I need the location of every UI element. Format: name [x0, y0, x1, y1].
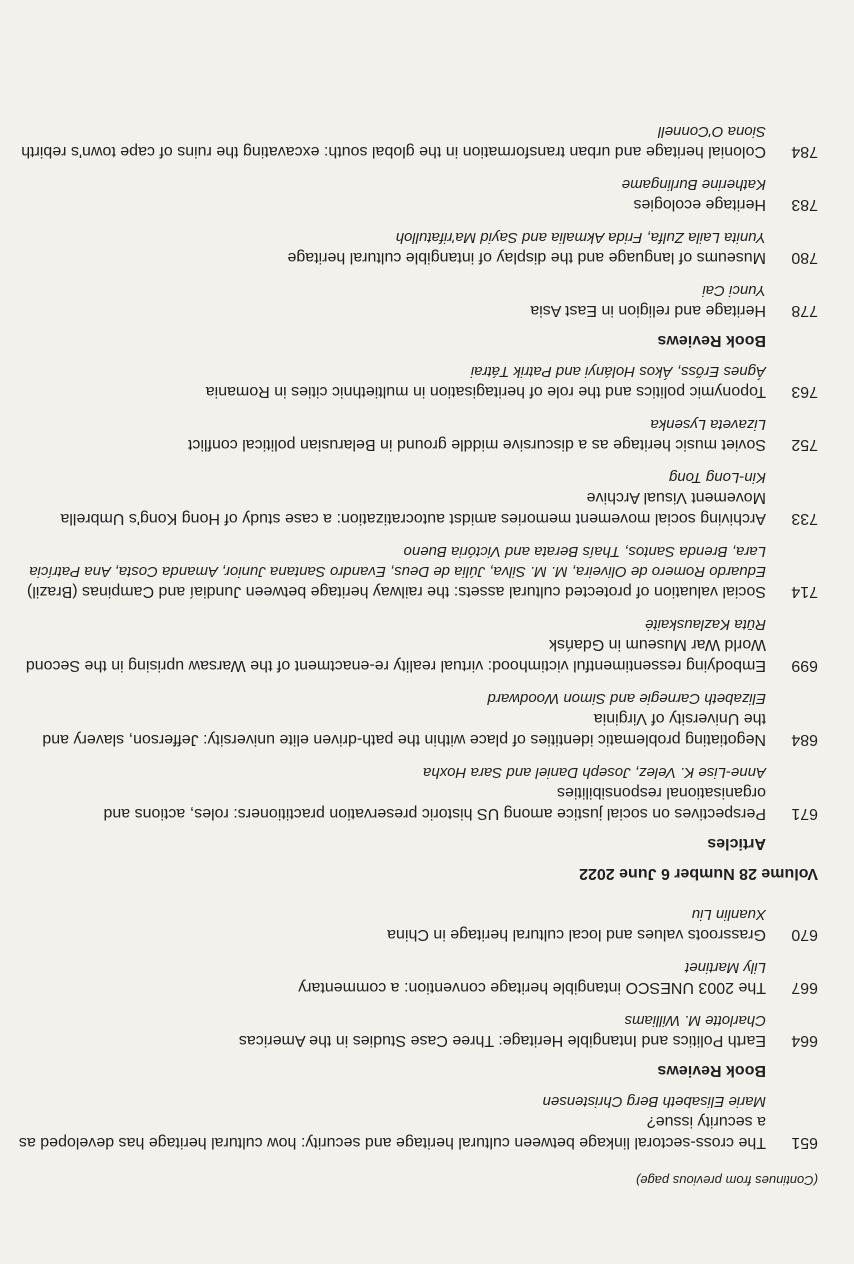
section-heading: Book Reviews — [657, 332, 766, 349]
page-number: 671 — [791, 805, 818, 822]
toc-entry — [18, 614, 818, 676]
article-title: Negotiating problematic identities of place within the path-driven elite university: Jefferson, slavery and the University of Virginia — [42, 710, 766, 748]
page-number: 684 — [791, 731, 818, 748]
entry-body — [18, 121, 766, 162]
section-heading: Articles — [707, 835, 766, 852]
article-title: Heritage and religion in East Asia — [530, 302, 766, 319]
page-number: 667 — [791, 979, 818, 996]
entry-body — [18, 614, 766, 676]
entry-body — [18, 280, 766, 321]
toc-entry — [18, 762, 818, 824]
article-authors: Katherine Burlingame — [621, 176, 766, 193]
entry-body — [18, 762, 766, 824]
article-authors: Kin-Long Tong — [668, 469, 766, 486]
entry-body — [18, 467, 766, 529]
page-number: 752 — [791, 436, 818, 453]
page-number: 733 — [791, 510, 818, 527]
toc-entry — [18, 467, 818, 529]
page-number: 783 — [791, 196, 818, 213]
article-authors: Charlotte M. Williams — [624, 1012, 766, 1029]
article-title: Perspectives on social justice among US historic preservation practitioners: roles, actions and organisational responsibilities — [103, 784, 766, 822]
article-authors: Xuanlin Liu — [691, 906, 766, 923]
toc-entry — [18, 1091, 818, 1153]
article-title: Social valuation of protected cultural assets: the railway heritage between Jundiaí and Campinas (Brazil) — [26, 583, 766, 600]
section-heading: Book Reviews — [657, 1062, 766, 1079]
page-number: 780 — [791, 249, 818, 266]
article-title: Colonial heritage and urban transformation in the global south: excavating the ruins of cape town's rebirth — [21, 143, 766, 160]
entry-body — [18, 541, 766, 602]
article-title: Soviet music heritage as a discursive middle ground in Belarusian political conflict — [187, 436, 766, 453]
toc-entry — [18, 227, 818, 268]
article-authors: Eduardo Romero de Oliveira, M. M. Silva, Júlia de Deus, Evandro Santana Junior, Amanda Costa, Ana Patrícia Lara, Brenda Santos, Thaís Berata and Victória Bueno — [29, 543, 766, 580]
entry-body — [18, 904, 766, 945]
entry-body — [18, 361, 766, 402]
page-number: 651 — [791, 1134, 818, 1151]
article-title: Heritage ecologies — [633, 196, 766, 213]
page-number: 699 — [791, 657, 818, 674]
toc-entry — [18, 361, 818, 402]
article-title: The cross-sectoral linkage between cultural heritage and security: how cultural heritage has developed as a security issue? — [18, 1113, 766, 1151]
article-title: Archiving social movement memories amidst autocratization: a case study of Hong Kong's Umbrella Movement Visual Archive — [60, 489, 766, 527]
entry-body — [18, 1091, 766, 1153]
volume-heading: Volume 28 Number 6 June 2022 — [579, 865, 818, 882]
toc-entry — [18, 541, 818, 602]
continues-note: (Continues from previous page) — [635, 1173, 818, 1188]
entry-body — [18, 688, 766, 750]
entry-body — [18, 227, 766, 268]
toc-entry — [18, 688, 818, 750]
entry-body — [18, 414, 766, 455]
article-authors: Anne-Lise K. Velez, Joseph Daniel and Sara Hoxha — [423, 764, 766, 781]
toc-entry — [18, 904, 818, 945]
article-authors: Lizaveta Lysenka — [650, 416, 766, 433]
page-number: 763 — [791, 383, 818, 400]
article-authors: Lily Martinet — [685, 959, 766, 976]
toc-entry — [18, 174, 818, 215]
article-title: Museums of language and the display of intangible cultural heritage — [287, 249, 766, 266]
article-authors: Yunci Cai — [702, 282, 766, 299]
article-authors: Yunita Laila Zulfa, Frida Akmalia and Sayid Ma'rifatulloh — [395, 229, 766, 246]
article-authors: Siona O'Connell — [658, 123, 766, 140]
entry-body — [18, 174, 766, 215]
toc-entry — [18, 280, 818, 321]
article-authors: Elizabeth Carnegie and Simon Woodward — [487, 690, 766, 707]
page-number: 778 — [791, 302, 818, 319]
article-title: Embodying ressentimentful victimhood: virtual reality re-enactment of the Warsaw uprising in the Second World War Museum in Gdańsk — [25, 636, 766, 674]
toc-entry — [18, 957, 818, 998]
article-title: Earth Politics and Intangible Heritage: Three Case Studies in the Americas — [238, 1032, 766, 1049]
article-authors: Ágnes Erőss, Ákos Holányi and Patrik Tátrai — [470, 363, 766, 380]
entry-body — [18, 1010, 766, 1051]
toc-entry — [18, 121, 818, 162]
article-title: Grassroots values and local cultural heritage in China — [387, 926, 766, 943]
article-authors: Rūta Kazlauskaitė — [645, 616, 766, 633]
article-title: Toponymic politics and the role of heritagisation in multiethnic cities in Romania — [205, 383, 766, 400]
table-of-contents — [18, 109, 818, 1188]
page-number: 664 — [791, 1032, 818, 1049]
article-authors: Marie Elisabeth Berg Christensen — [542, 1093, 766, 1110]
page-number: 714 — [791, 583, 818, 600]
page-number: 784 — [791, 143, 818, 160]
article-title: The 2003 UNESCO intangible heritage convention: a commentary — [298, 979, 766, 996]
entry-body — [18, 957, 766, 998]
page-number: 670 — [791, 926, 818, 943]
toc-list — [18, 121, 818, 1153]
toc-entry — [18, 1010, 818, 1051]
toc-entry — [18, 414, 818, 455]
